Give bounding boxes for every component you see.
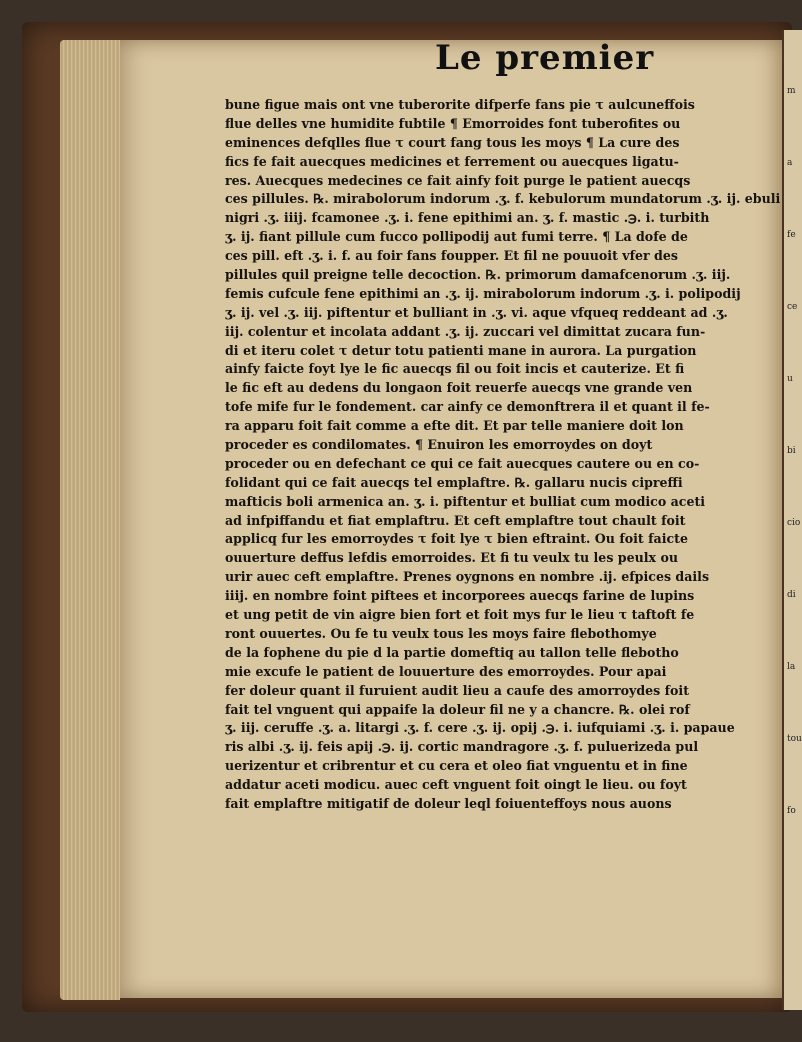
- text-line: ra apparu foit fait comme a efte dit. Et par telle maniere doit lon: [225, 418, 684, 434]
- text-line: ces pillules. ℞. mirabolorum indorum .ʒ. f. kebulorum mundatorum .ʒ. ij. ebuli: [225, 191, 781, 207]
- facing-page-fragment: la: [787, 662, 796, 672]
- text-line: tofe mife fur le fondement. car ainfy ce demonftrera il et quant il fe-: [225, 399, 710, 415]
- text-line: ces pill. eft .ʒ. i. f. au foir fans foupper. Et fil ne pouuoit vfer des: [225, 248, 678, 264]
- text-line: ʒ. ij. fiant pillule cum fucco pollipodij aut fumi terre. ¶ La dofe de: [225, 229, 688, 245]
- text-line: uerizentur et cribrentur et cu cera et oleo fiat vnguentu et in fine: [225, 758, 688, 774]
- text-line: et ung petit de vin aigre bien fort et foit mys fur le lieu τ taftoft fe: [225, 607, 695, 623]
- facing-page-fragment: m: [787, 86, 796, 96]
- text-line: mie excufe le patient de louuerture des emorroydes. Pour apai: [225, 663, 667, 679]
- text-line: femis cufcule fene epithimi an .ʒ. ij. mirabolorum indorum .ʒ. i. polipodij: [225, 285, 741, 301]
- text-line: ris albi .ʒ. ij. feis apij .℈. ij. cortic mandragore .ʒ. f. puluerizeda pul: [225, 739, 699, 755]
- text-line: di et iteru colet τ detur totu patienti mane in aurora. La purgation: [225, 342, 697, 358]
- text-line: bune figue mais ont vne tuberorite difperfe fans pie τ aulcuneffois: [225, 97, 695, 112]
- text-line: proceder es condilomates. ¶ Enuiron les emorroydes on doyt: [225, 437, 653, 453]
- text-line: nigri .ʒ. iiij. fcamonee .ʒ. i. fene epithimi an. ʒ. f. mastic .℈. i. turbith: [225, 210, 710, 226]
- text-line: folidant qui ce fait auecqs tel emplaftre. ℞. gallaru nucis cipreffi: [225, 474, 683, 490]
- text-line: fait tel vnguent qui appaife la doleur fil ne y a chancre. ℞. olei rof: [225, 701, 690, 717]
- text-line: pillules quil preigne telle decoction. ℞. primorum damafcenorum .ʒ. iij.: [225, 267, 731, 283]
- facing-page-fragment: tou: [787, 734, 802, 744]
- facing-page-fragment: u: [787, 374, 793, 384]
- text-line: addatur aceti modicu. auec ceft vnguent foit oingt le lieu. ou foyt: [225, 777, 687, 793]
- text-line: fait emplaftre mitigatif de doleur leql foiuenteffoys nous auons: [225, 795, 672, 811]
- facing-page-fragment: ce: [787, 302, 798, 312]
- page-text-block: [225, 96, 781, 814]
- text-line: le fic eft au dedens du longaon foit reuerfe auecqs vne grande ven: [225, 380, 693, 396]
- text-line: de la fophene du pie d la partie domeftiq au tallon telle flebotho: [225, 644, 679, 660]
- facing-page-fragment: cio: [787, 518, 801, 528]
- text-line: eminences defqlles flue τ court fang tous les moys ¶ La cure des: [225, 134, 680, 150]
- text-line: fer doleur quant il furuient audit lieu a caufe des amorroydes foit: [225, 682, 690, 698]
- page-edges: [60, 40, 120, 1000]
- facing-page-edge: [782, 30, 802, 1010]
- text-line: res. Auecques medecines ce fait ainfy foit purge le patient auecqs: [225, 172, 691, 188]
- text-line: applicq fur les emorroydes τ foit lye τ bien eftraint. Ou foit faicte: [225, 531, 688, 547]
- text-line: proceder ou en defechant ce qui ce fait auecques cautere ou en co-: [225, 455, 700, 471]
- text-line: ront ouuertes. Ou fe tu veulx tous les moys faire flebothomye: [225, 625, 657, 641]
- facing-page-fragment: fo: [787, 806, 796, 816]
- text-line: fics fe fait auecques medicines et ferrement ou auecques ligatu-: [225, 153, 679, 169]
- text-line: mafticis boli armenica an. ʒ. i. piftentur et bulliat cum modico aceti: [225, 493, 706, 509]
- facing-page-fragment: fe: [787, 230, 796, 240]
- facing-page-fragment: bi: [787, 446, 796, 456]
- text-line: urir auec ceft emplaftre. Prenes oygnons en nombre .ij. efpices dails: [225, 569, 710, 585]
- facing-page-fragment: di: [787, 590, 796, 600]
- facing-page-fragment: a: [787, 158, 793, 168]
- text-line: ʒ. iij. ceruffe .ʒ. a. litargi .ʒ. f. cere .ʒ. ij. opij .℈. i. iufquiami .ʒ. i. papaue: [225, 720, 735, 736]
- text-line: flue delles vne humidite fubtile ¶ Emorroides font tuberofites ou: [225, 115, 681, 131]
- text-line: ouuerture deffus lefdis emorroides. Et fi tu veulx tu les peulx ou: [225, 550, 678, 566]
- text-line: ainfy faicte foyt lye le fic auecqs fil ou foit incis et cauterize. Et fi: [225, 361, 685, 377]
- text-line: ʒ. ij. vel .ʒ. iij. piftentur et bulliant in .ʒ. vi. aque vfqueq reddeant ad .ʒ.: [225, 304, 728, 320]
- text-line: iiij. en nombre foint piftees et incorporees auecqs farine de lupins: [225, 588, 695, 604]
- text-line: ad infpiffandu et fiat emplaftru. Et ceft emplaftre tout chault foit: [225, 512, 686, 528]
- text-line: iij. colentur et incolata addant .ʒ. ij. zuccari vel dimittat zucara fun-: [225, 323, 706, 339]
- running-head: Le premier: [435, 38, 655, 78]
